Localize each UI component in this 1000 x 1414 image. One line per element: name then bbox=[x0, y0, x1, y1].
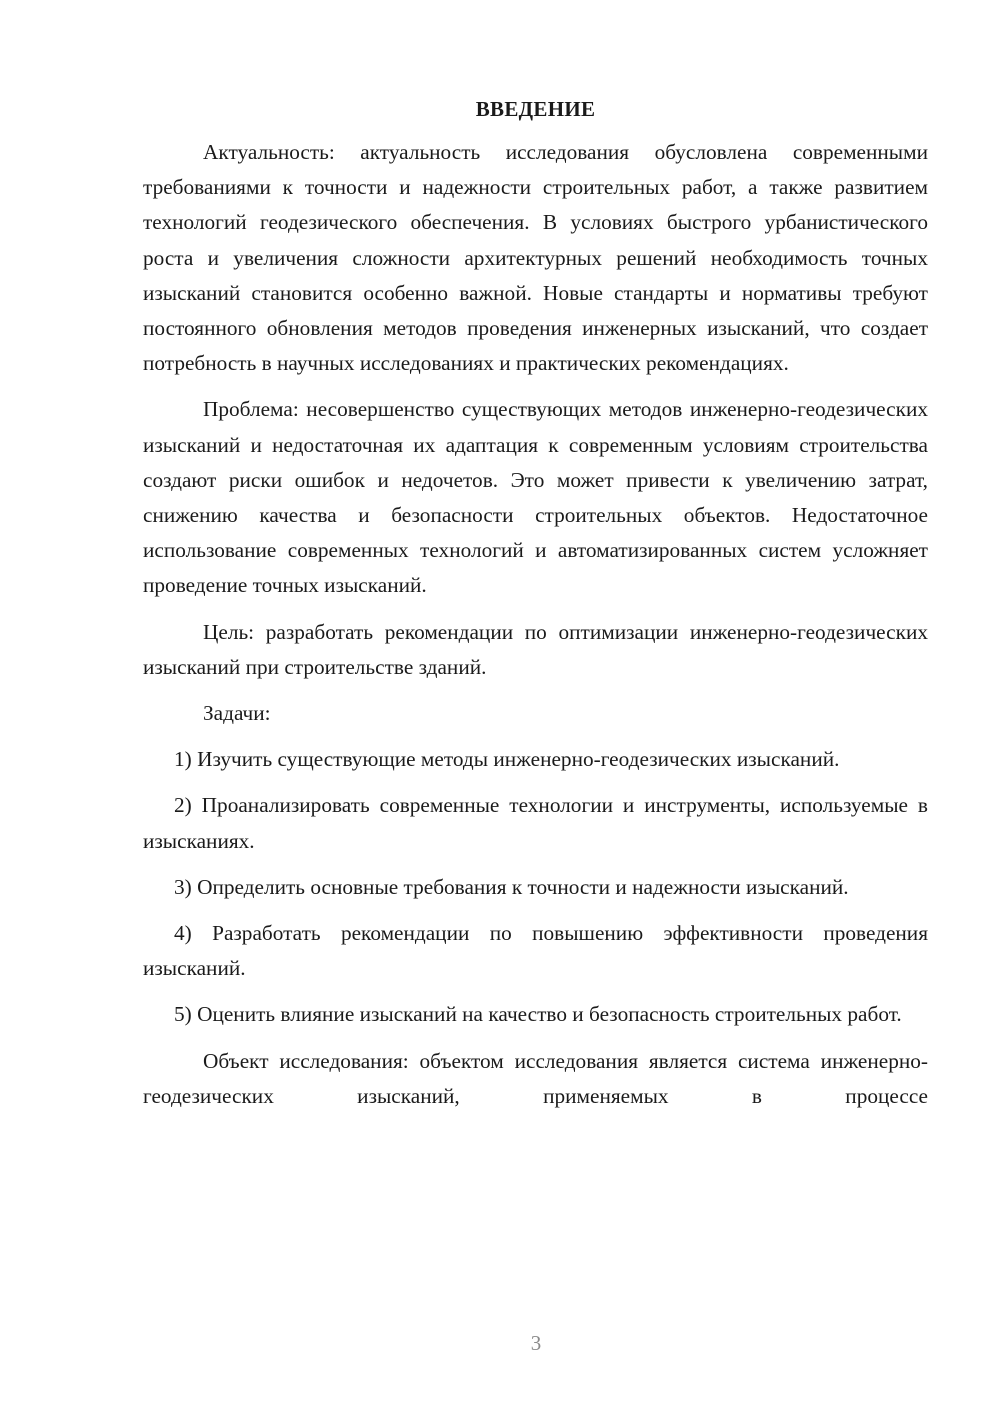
page-number: 3 bbox=[530, 1331, 542, 1355]
problem-paragraph: Проблема: несовершенство существующих методов инженерно-геодезических изысканий и недостаточная их адаптация к современным условиям строительства создают риски ошибок и недочетов. Это может привести к увеличению затрат, снижению качества и безопасности строительных объектов. Недостаточное использование современных технологий и автоматизированных систем усложняет проведение точных изысканий. bbox=[143, 397, 928, 598]
task-item-1: 1) Изучить существующие методы инженерно-геодезических изысканий. bbox=[174, 747, 840, 772]
tasks-heading: Задачи: bbox=[203, 701, 271, 726]
goal-paragraph: Цель: разработать рекомендации по оптимизации инженерно-геодезических изысканий при строительстве зданий. bbox=[143, 619, 928, 679]
task-item-3: 3) Определить основные требования к точности и надежности изысканий. bbox=[174, 874, 849, 899]
relevance-paragraph: Актуальность: актуальность исследования обусловлена современными требованиями к точности и надежности строительных работ, а также развитием технологий геодезического обеспечения. В условиях быстрого урбанистического роста и увеличения сложности архитектурных решений необходимость точных изысканий становится особенно важной. Новые стандарты и нормативы требуют постоянного обновления методов проведения инженерных изысканий, что создает потребность в научных исследованиях и практических рекомендациях. bbox=[143, 140, 928, 376]
object-paragraph: Объект исследования: объектом исследования является система инженерно-геодезических изысканий, применяемых в процессе bbox=[143, 1048, 928, 1108]
section-title: ВВЕДЕНИЕ bbox=[475, 97, 596, 121]
task-item-2: 2) Проанализировать современные технологии и инструменты, используемые в изысканиях. bbox=[143, 793, 928, 853]
task-item-4: 4) Разработать рекомендации по повышению эффективности проведения изысканий. bbox=[143, 921, 928, 981]
task-item-5: 5) Оценить влияние изысканий на качество и безопасность строительных работ. bbox=[174, 1002, 902, 1027]
document-page bbox=[143, 92, 928, 1125]
